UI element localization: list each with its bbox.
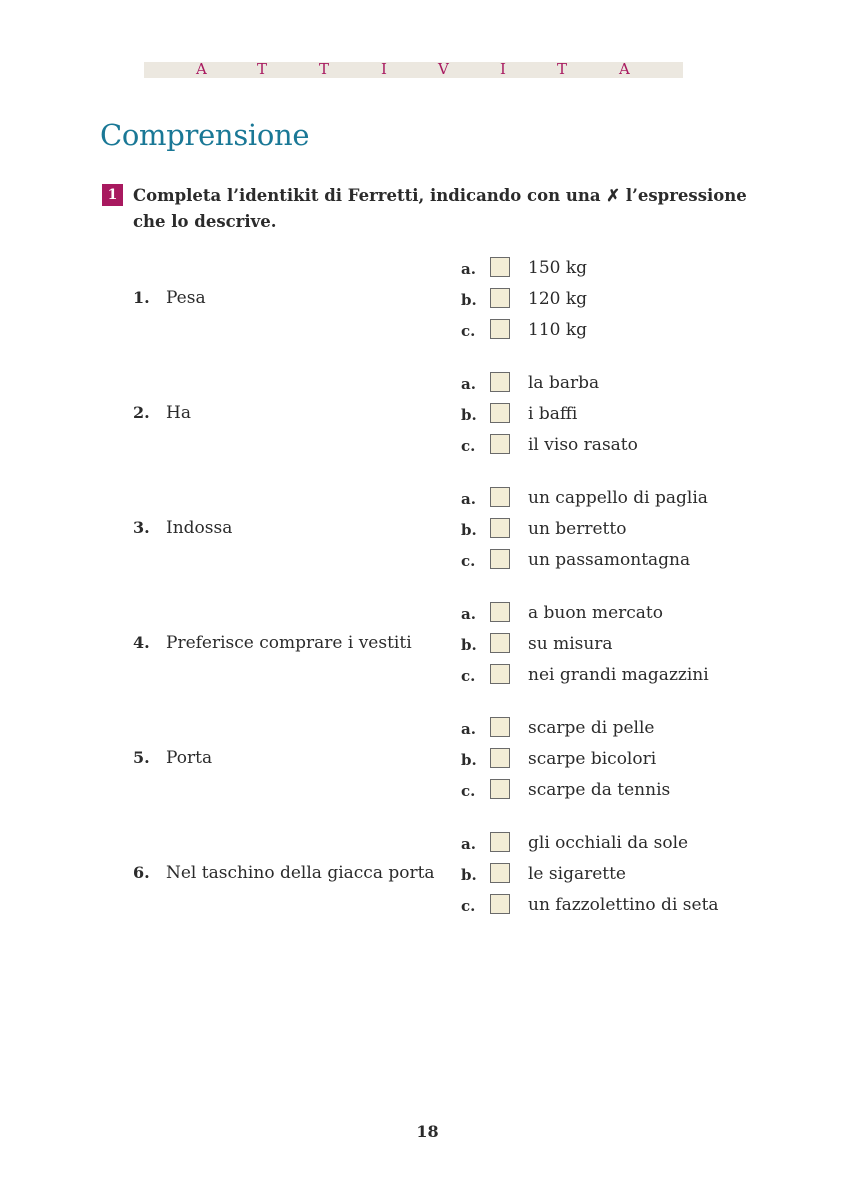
answer-checkbox[interactable] [490,288,510,308]
question-number: 4. [133,633,150,652]
question-number: 6. [133,863,150,882]
answer-checkbox[interactable] [490,633,510,653]
question-number: 2. [133,403,150,422]
question-4 [133,600,823,693]
answer-checkbox[interactable] [490,602,510,622]
question-6 [133,830,823,923]
banner-letter: I [500,60,506,78]
answer-checkbox[interactable] [490,257,510,277]
option-letter: b. [461,751,477,769]
option-letter: c. [461,782,476,800]
banner-letter: V [438,60,449,78]
answer-checkbox[interactable] [490,403,510,423]
option-letter: a. [461,835,476,853]
option-text: le sigarette [528,864,626,884]
banner-letter: T [319,60,330,78]
activity-banner-letters [144,60,683,80]
banner-letter: A [619,60,630,78]
option-c[interactable] [461,779,821,803]
banner-letter: T [257,60,268,78]
question-2 [133,370,823,463]
option-b[interactable] [461,518,821,542]
option-text: i baffi [528,404,578,424]
answer-checkbox[interactable] [490,779,510,799]
page-number: 18 [416,1122,439,1141]
question-text: Preferisce comprare i vestiti [166,633,412,653]
option-b[interactable] [461,748,821,772]
option-text: su misura [528,634,613,654]
answer-checkbox[interactable] [490,434,510,454]
answer-checkbox[interactable] [490,518,510,538]
instruction-text: Completa l’identikit di Ferretti, indicando con una [133,186,601,205]
question-3 [133,485,823,578]
option-letter: c. [461,552,476,570]
answer-checkbox[interactable] [490,549,510,569]
answer-checkbox[interactable] [490,832,510,852]
option-letter: a. [461,720,476,738]
option-letter: a. [461,260,476,278]
option-letter: a. [461,605,476,623]
option-letter: b. [461,636,477,654]
option-b[interactable] [461,863,821,887]
option-text: scarpe di pelle [528,718,655,738]
option-a[interactable] [461,257,821,281]
answer-checkbox[interactable] [490,894,510,914]
option-text: un passamontagna [528,550,691,570]
option-text: 150 kg [528,258,588,278]
cross-mark-icon: ✗ [606,186,621,205]
option-letter: b. [461,406,477,424]
question-text: Porta [166,748,213,768]
question-5 [133,715,823,808]
option-text: scarpe bicolori [528,749,657,769]
answer-checkbox[interactable] [490,664,510,684]
section-title: Comprensione [100,118,310,152]
option-text: la barba [528,373,600,393]
option-text: gli occhiali da sole [528,833,689,853]
answer-checkbox[interactable] [490,863,510,883]
option-c[interactable] [461,319,821,343]
banner-letter: I [381,60,387,78]
answer-checkbox[interactable] [490,487,510,507]
option-letter: a. [461,490,476,508]
banner-letter: A [196,60,207,78]
option-letter: a. [461,375,476,393]
option-text: 110 kg [528,320,588,340]
question-number: 3. [133,518,150,537]
option-text: a buon mercato [528,603,663,623]
banner-letter: T [557,60,568,78]
option-text: nei grandi magazzini [528,665,709,685]
option-letter: c. [461,897,476,915]
option-a[interactable] [461,602,821,626]
answer-checkbox[interactable] [490,748,510,768]
option-a[interactable] [461,487,821,511]
option-a[interactable] [461,372,821,396]
question-text: Ha [166,403,191,423]
option-a[interactable] [461,717,821,741]
question-text: Indossa [166,518,233,538]
option-letter: b. [461,866,477,884]
activity-banner [144,62,683,78]
option-letter: c. [461,437,476,455]
question-text: Nel taschino della giacca porta [166,863,435,883]
question-1 [133,255,823,348]
option-letter: c. [461,322,476,340]
option-letter: c. [461,667,476,685]
exercise-number-badge: 1 [102,184,123,206]
question-text: Pesa [166,288,206,308]
option-c[interactable] [461,894,821,918]
option-text: 120 kg [528,289,588,309]
option-c[interactable] [461,549,821,573]
answer-checkbox[interactable] [490,319,510,339]
option-text: un berretto [528,519,627,539]
question-number: 5. [133,748,150,767]
option-c[interactable] [461,434,821,458]
option-text: scarpe da tennis [528,780,671,800]
question-number: 1. [133,288,150,307]
instruction-text: l’espressione che lo descrive. [133,186,747,231]
option-a[interactable] [461,832,821,856]
exercise-instruction [133,183,753,235]
answer-checkbox[interactable] [490,372,510,392]
option-text: il viso rasato [528,435,638,455]
option-text: un cappello di paglia [528,488,708,508]
option-b[interactable] [461,633,821,657]
option-b[interactable] [461,288,821,312]
option-b[interactable] [461,403,821,427]
answer-checkbox[interactable] [490,717,510,737]
option-c[interactable] [461,664,821,688]
option-letter: b. [461,291,477,309]
option-text: un fazzolettino di seta [528,895,719,915]
option-letter: b. [461,521,477,539]
